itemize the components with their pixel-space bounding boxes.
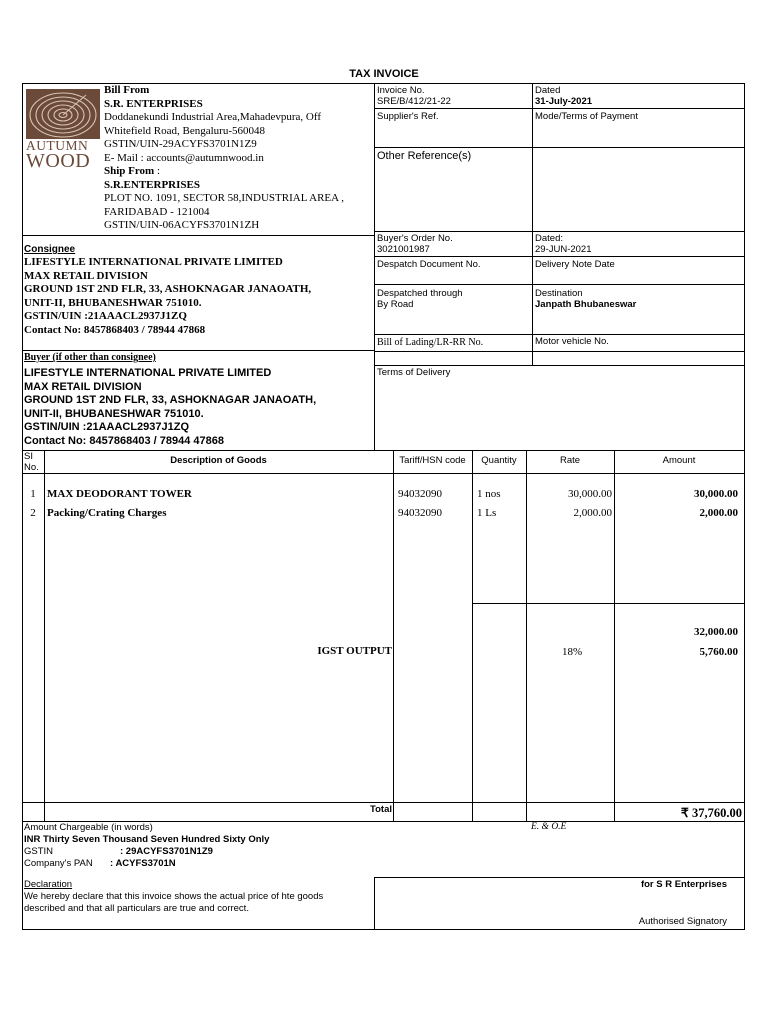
declaration-heading: Declaration (24, 879, 73, 890)
quantity-header: Quantity (481, 455, 517, 466)
rate-header: Rate (559, 455, 581, 466)
dated-value: 31-July-2021 (535, 96, 593, 107)
invoice-no: SRE/B/412/21-22 (377, 96, 451, 107)
invoice-title: TAX INVOICE (349, 68, 419, 80)
destination-value: Janpath Bhubaneswar (535, 299, 637, 310)
row-description: MAX DEODORANT TOWER (47, 488, 192, 500)
si-header-2: No. (24, 462, 39, 473)
consignee-division: MAX RETAIL DIVISION (24, 269, 148, 282)
consignee-block (24, 244, 374, 337)
despatch-doc-label: Despatch Document No. (377, 259, 481, 270)
bill-from-address1: Doddanekundi Industrial Area,Mahadevpura, Off (104, 111, 321, 123)
left-sep-1 (22, 235, 374, 236)
items-top (22, 450, 744, 451)
signatory-top (374, 877, 744, 878)
order-dated-label: Dated: (535, 233, 563, 244)
consignee-contact: Contact No: 8457868403 / 78944 47868 (24, 323, 206, 336)
row-si: 2 (30, 507, 36, 519)
row-rate: 30,000.00 (568, 488, 612, 500)
logo-line1: AUTUMN (26, 138, 89, 153)
meta-sep-2 (374, 147, 744, 148)
meta-sep-1 (374, 108, 744, 109)
suppliers-ref-label: Supplier's Ref. (377, 111, 439, 122)
gstin-label: GSTIN (24, 846, 54, 857)
consignee-address1: GROUND 1ST 2ND FLR, 33, ASHOKNAGAR JANAOATH, (24, 283, 312, 295)
row-quantity: 1 Ls (477, 507, 497, 519)
frame-right (744, 83, 745, 929)
motor-vehicle-label: Motor vehicle No. (535, 336, 609, 347)
gstin-value: : 29ACYFS3701N1Z9 (120, 846, 213, 857)
buyers-order-value: 3021001987 (377, 244, 430, 255)
bill-from-email: E- Mail : accounts@autumnwood.in (104, 151, 264, 164)
buyer-address1: GROUND 1ST 2ND FLR, 33, ASHOKNAGAR JANAOATH, (24, 394, 317, 406)
buyer-block (24, 367, 374, 448)
bill-of-lading-label: Bill of Lading/LR-RR No. (377, 337, 484, 348)
eoe-note: E. & O.E (531, 822, 567, 832)
consignee-name: LIFESTYLE INTERNATIONAL PRIVATE LIMITED (24, 256, 283, 268)
buyers-order-label: Buyer's Order No. (377, 233, 453, 244)
for-company: for S R Enterprises (640, 879, 727, 890)
tax-label: IGST OUTPUT (317, 645, 392, 657)
total-label: Total (370, 804, 392, 815)
invoice-no-label: Invoice No. (377, 85, 425, 96)
buyer-division: MAX RETAIL DIVISION (24, 380, 142, 393)
consignee-heading: Consignee (24, 244, 76, 255)
subtotal-line (472, 603, 744, 604)
order-dated-value: 29-JUN-2021 (535, 244, 592, 255)
buyer-gstin: GSTIN/UIN :21AAACL2937J1ZQ (24, 421, 190, 433)
description-header: Description of Goods (170, 455, 267, 466)
row-amount: 30,000.00 (694, 488, 738, 500)
company-logo (26, 89, 100, 179)
bill-from-heading: Bill From (104, 84, 150, 96)
amount-header: Amount (662, 455, 696, 466)
buyer-heading: Buyer (if other than consignee) (24, 352, 156, 363)
bill-from-address2: Whitefield Road, Bengaluru-560048 (104, 124, 265, 137)
ship-from-heading-line (104, 165, 372, 179)
col-hsn (472, 450, 473, 821)
row-hsn: 94032090 (398, 507, 442, 519)
hsn-header: Tariff/HSN code (399, 455, 466, 466)
bill-from-block (104, 84, 372, 233)
meta-sep-6 (374, 334, 744, 335)
row-rate: 2,000.00 (573, 507, 612, 519)
frame-bottom (22, 929, 745, 930)
declaration-line1: We hereby declare that this invoice shows the actual price of hte goods (24, 891, 324, 902)
col-si (44, 450, 45, 821)
signatory-left (374, 877, 375, 929)
meta-sep-5 (374, 284, 744, 285)
destination-label: Destination (535, 288, 583, 299)
pan-label: Company's PAN (24, 858, 93, 869)
meta-sep-7 (374, 351, 744, 352)
dated-label: Dated (535, 85, 561, 96)
col-desc (393, 450, 394, 821)
meta-sep-3 (374, 231, 744, 232)
meta-divider (532, 83, 533, 365)
buyer-address2: UNIT-II, BHUBANESHWAR 751010. (24, 407, 204, 420)
table-row (22, 507, 744, 521)
subtotal-amount: 32,000.00 (694, 626, 738, 638)
row-quantity: 1 nos (477, 488, 501, 500)
declaration-line2: described and that all particulars are true and correct. (24, 903, 249, 914)
bill-from-gstin: GSTIN/UIN-29ACYFS3701N1Z9 (104, 138, 257, 150)
left-sep-2 (22, 350, 374, 351)
row-amount: 2,000.00 (699, 507, 738, 519)
consignee-address2: UNIT-II, BHUBANESHWAR 751010. (24, 296, 202, 309)
buyer-name: LIFESTYLE INTERNATIONAL PRIVATE LIMITED (24, 367, 272, 379)
authorised-signatory: Authorised Signatory (638, 916, 727, 927)
ship-from-gstin: GSTIN/UIN-06ACYFS3701N1ZH (104, 219, 260, 231)
bill-from-name: S.R. ENTERPRISES (104, 97, 203, 110)
col-qty (526, 450, 527, 821)
items-header-bottom (22, 473, 744, 474)
delivery-note-label: Delivery Note Date (535, 259, 615, 270)
ship-from-address1: PLOT NO. 1091, SECTOR 58,INDUSTRIAL AREA , (104, 192, 344, 204)
amount-words-label: Amount Chargeable (in words) (24, 822, 153, 833)
row-hsn: 94032090 (398, 488, 442, 500)
meta-sep-4 (374, 256, 744, 257)
ship-from-address2: FARIDABAD - 121004 (104, 205, 210, 218)
despatched-through-value: By Road (377, 299, 414, 310)
logo-line2: WOOD (26, 150, 91, 172)
pan-value: : ACYFS3701N (110, 858, 176, 869)
tax-rate: 18% (562, 646, 583, 658)
meta-sep-8 (374, 365, 744, 366)
total-amount: ₹ 37,760.00 (680, 806, 742, 820)
ship-from-colon: : (156, 165, 161, 177)
ship-from-name: S.R.ENTERPRISES (104, 178, 200, 191)
tax-amount: 5,760.00 (699, 646, 738, 658)
consignee-gstin: GSTIN/UIN :21AAACL2937J1ZQ (24, 310, 187, 322)
row-description: Packing/Crating Charges (47, 507, 167, 519)
header-divider (374, 83, 375, 450)
despatched-through-label: Despatched through (377, 288, 463, 299)
other-ref-label: Other Reference(s) (377, 150, 472, 162)
table-row (22, 488, 744, 502)
amount-words: INR Thirty Seven Thousand Seven Hundred Sixty Only (24, 834, 270, 845)
buyer-contact: Contact No: 8457868403 / 78944 47868 (24, 434, 224, 447)
total-top (22, 802, 744, 803)
ship-from-heading: Ship From (104, 165, 155, 177)
mode-terms-label: Mode/Terms of Payment (535, 111, 638, 122)
terms-delivery-label: Terms of Delivery (377, 367, 451, 378)
si-header-1: SI (24, 451, 33, 462)
row-si: 1 (30, 488, 36, 500)
